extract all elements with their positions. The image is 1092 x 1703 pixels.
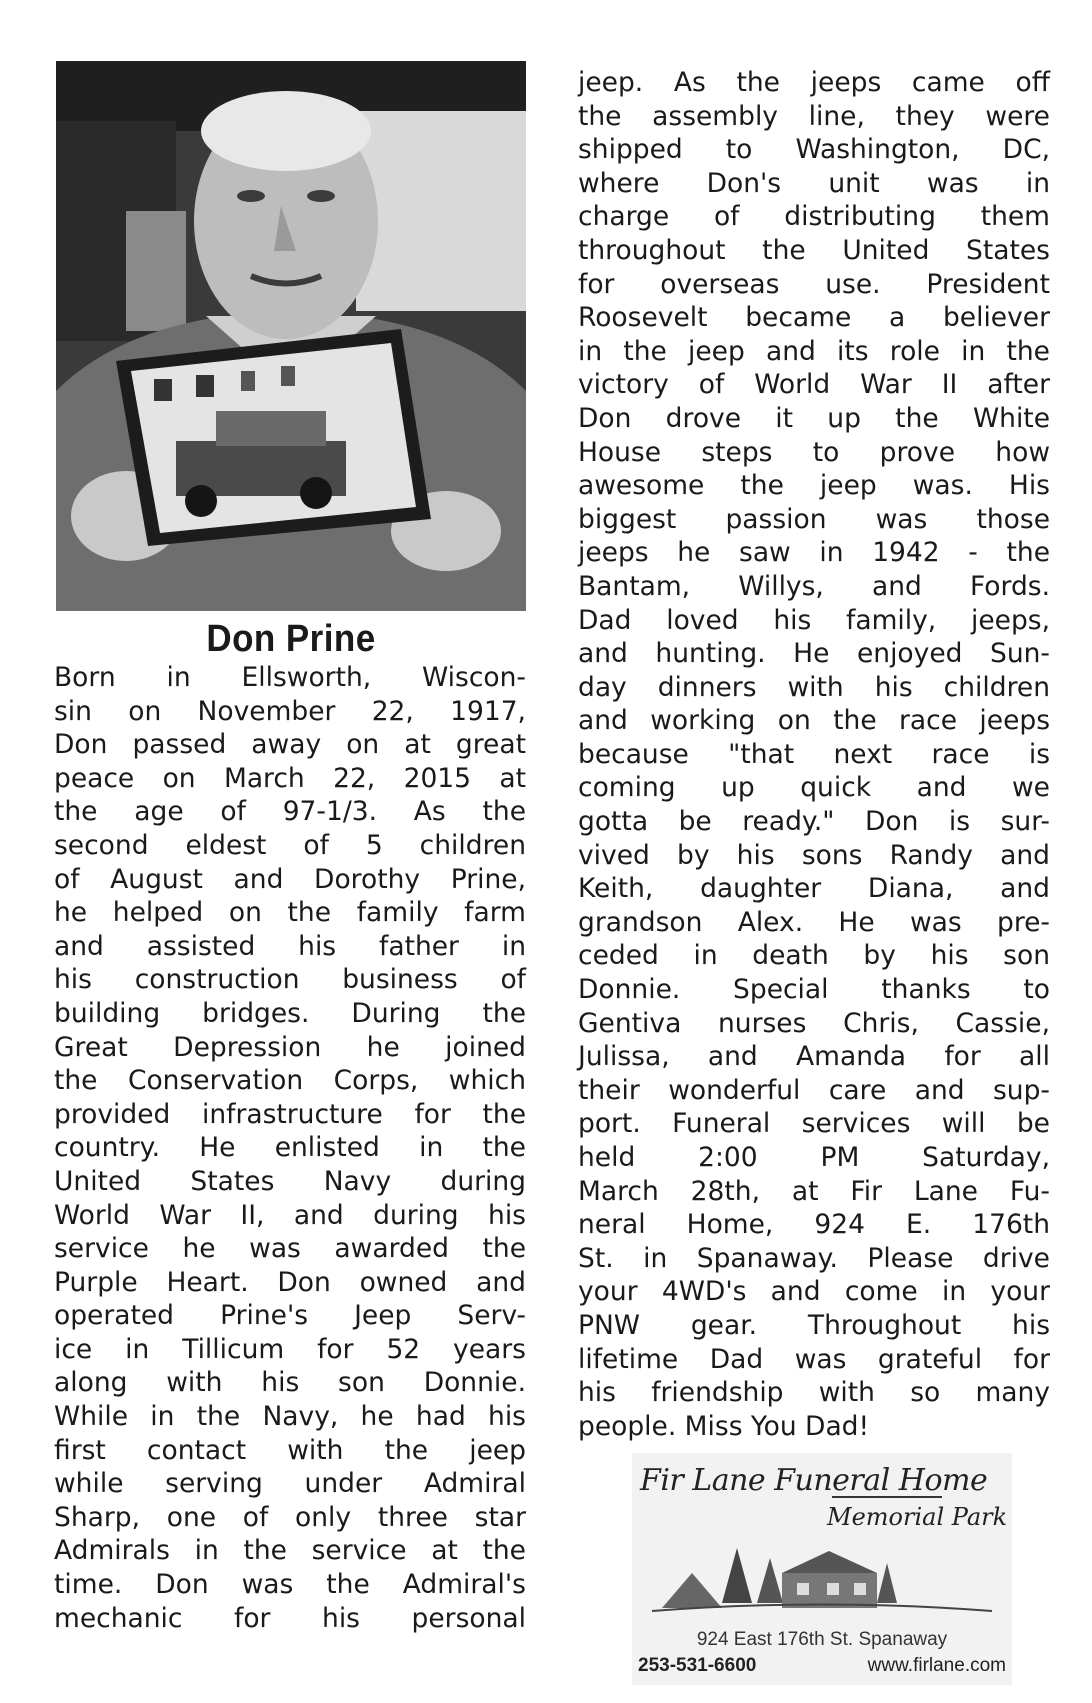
text-line: along with his son Donnie. (54, 1367, 526, 1399)
text-line: operated Prine's Jeep Serv- (54, 1300, 526, 1332)
text-line: where Don's unit was in (578, 167, 1050, 199)
text-line: vived by his sons Randy and (578, 839, 1050, 871)
text-line: his friendship with so many (578, 1377, 1050, 1409)
text-line: your 4WD's and come in your (578, 1276, 1050, 1308)
text-line: awesome the jeep was. His (578, 470, 1050, 502)
text-line: victory of World War II after (578, 369, 1050, 401)
text-line: jeep. As the jeeps came off (578, 67, 1050, 98)
text-line: and assisted his father in (54, 930, 526, 962)
text-line: Roosevelt became a believer (578, 302, 1050, 334)
text-line: ice in Tillicum for 52 years (54, 1333, 526, 1365)
text-line: people. Miss You Dad! (578, 1410, 870, 1442)
text-line: the age of 97-1/3. As the (54, 796, 526, 828)
funeral-home-phone: 253-531-6600 (638, 1655, 757, 1676)
text-line: jeeps he saw in 1942 - the (578, 537, 1050, 569)
text-line: provided infrastructure for the (54, 1098, 526, 1130)
obituary-column-right (578, 66, 1050, 1443)
text-line: sin on November 22, 1917, (54, 695, 526, 727)
text-line: gotta be ready." Don is sur- (578, 806, 1050, 838)
text-line: day dinners with his children (578, 671, 1050, 703)
text-line: Born in Ellsworth, Wiscon- (54, 662, 526, 693)
text-line: his construction business of (54, 964, 526, 996)
portrait-photo (56, 61, 526, 611)
funeral-home-contact (632, 1655, 1012, 1677)
text-line: country. He enlisted in the (54, 1132, 526, 1164)
text-line: Admirals in the service at the (54, 1535, 526, 1567)
text-line: Gentiva nurses Chris, Cassie, (578, 1007, 1050, 1039)
text-line: March 28th, at Fir Lane Fu- (578, 1175, 1050, 1207)
deceased-name: Don Prine (206, 618, 376, 660)
text-line: first contact with the jeep (54, 1434, 526, 1466)
text-line: in the jeep and its role in the (578, 335, 1050, 367)
text-line: time. Don was the Admiral's (54, 1569, 526, 1601)
text-line: St. in Spanaway. Please drive (578, 1242, 1050, 1274)
text-line: Don passed away on at great (54, 729, 526, 761)
text-line: and hunting. He enjoyed Sun- (578, 638, 1050, 670)
text-line: of August and Dorothy Prine, (54, 863, 526, 895)
text-line: coming up quick and we (578, 772, 1050, 804)
text-line: grandson Alex. He was pre- (578, 906, 1050, 938)
text-line: because "that next race is (578, 738, 1050, 770)
text-line: Great Depression he joined (54, 1031, 526, 1063)
logo-line1: Fir Lane Funeral Home (640, 1463, 988, 1498)
funeral-home-website: www.firlane.com (867, 1655, 1006, 1676)
text-line: Julissa, and Amanda for all (578, 1041, 1050, 1073)
text-line: shipped to Washington, DC, (578, 134, 1050, 166)
text-line: and working on the race jeeps (578, 705, 1050, 737)
text-line: World War II, and during his (54, 1199, 526, 1231)
text-line: PNW gear. Throughout his (578, 1309, 1050, 1341)
text-line: Bantam, Willys, and Fords. (578, 570, 1050, 602)
text-line: port. Funeral services will be (578, 1108, 1050, 1140)
text-line: service he was awarded the (54, 1233, 526, 1265)
text-line: While in the Navy, he had his (54, 1401, 526, 1433)
funeral-home-advertisement (632, 1453, 1012, 1685)
text-line: charge of distributing them (578, 201, 1050, 233)
text-line: second eldest of 5 children (54, 829, 526, 861)
obituary-column-left (54, 661, 526, 1635)
text-line: he helped on the family farm (54, 897, 526, 929)
text-line: Keith, daughter Diana, and (578, 873, 1050, 905)
text-line: lifetime Dad was grateful for (578, 1343, 1050, 1375)
text-line: peace on March 22, 2015 at (54, 762, 526, 794)
text-line: Donnie. Special thanks to (578, 974, 1050, 1006)
portrait-illustration (56, 61, 526, 611)
text-line: ceded in death by his son (578, 940, 1050, 972)
text-line: House steps to prove how (578, 436, 1050, 468)
text-line: neral Home, 924 E. 176th (578, 1209, 1050, 1241)
text-line: Sharp, one of only three star (54, 1501, 526, 1533)
text-line: the Conservation Corps, which (54, 1065, 526, 1097)
text-line: the assembly line, they were (578, 100, 1050, 132)
text-line: Don drove it up the White (578, 402, 1050, 434)
text-line: held 2:00 PM Saturday, (578, 1142, 1050, 1173)
text-line: biggest passion was those (578, 503, 1050, 535)
logo-line2: Memorial Park (827, 1503, 1008, 1531)
funeral-home-address: 924 East 176th St. Spanaway (696, 1629, 948, 1650)
text-line: United States Navy during (54, 1165, 526, 1197)
text-line: throughout the United States (578, 234, 1050, 266)
text-line: building bridges. During the (54, 997, 526, 1029)
text-line: while serving under Admiral (54, 1468, 526, 1500)
text-line: mechanic for his personal (54, 1602, 526, 1634)
text-line: Purple Heart. Don owned and (54, 1266, 526, 1298)
text-line: their wonderful care and sup- (578, 1074, 1050, 1106)
text-line: for overseas use. President (578, 268, 1050, 300)
text-line: Dad loved his family, jeeps, (578, 604, 1050, 636)
